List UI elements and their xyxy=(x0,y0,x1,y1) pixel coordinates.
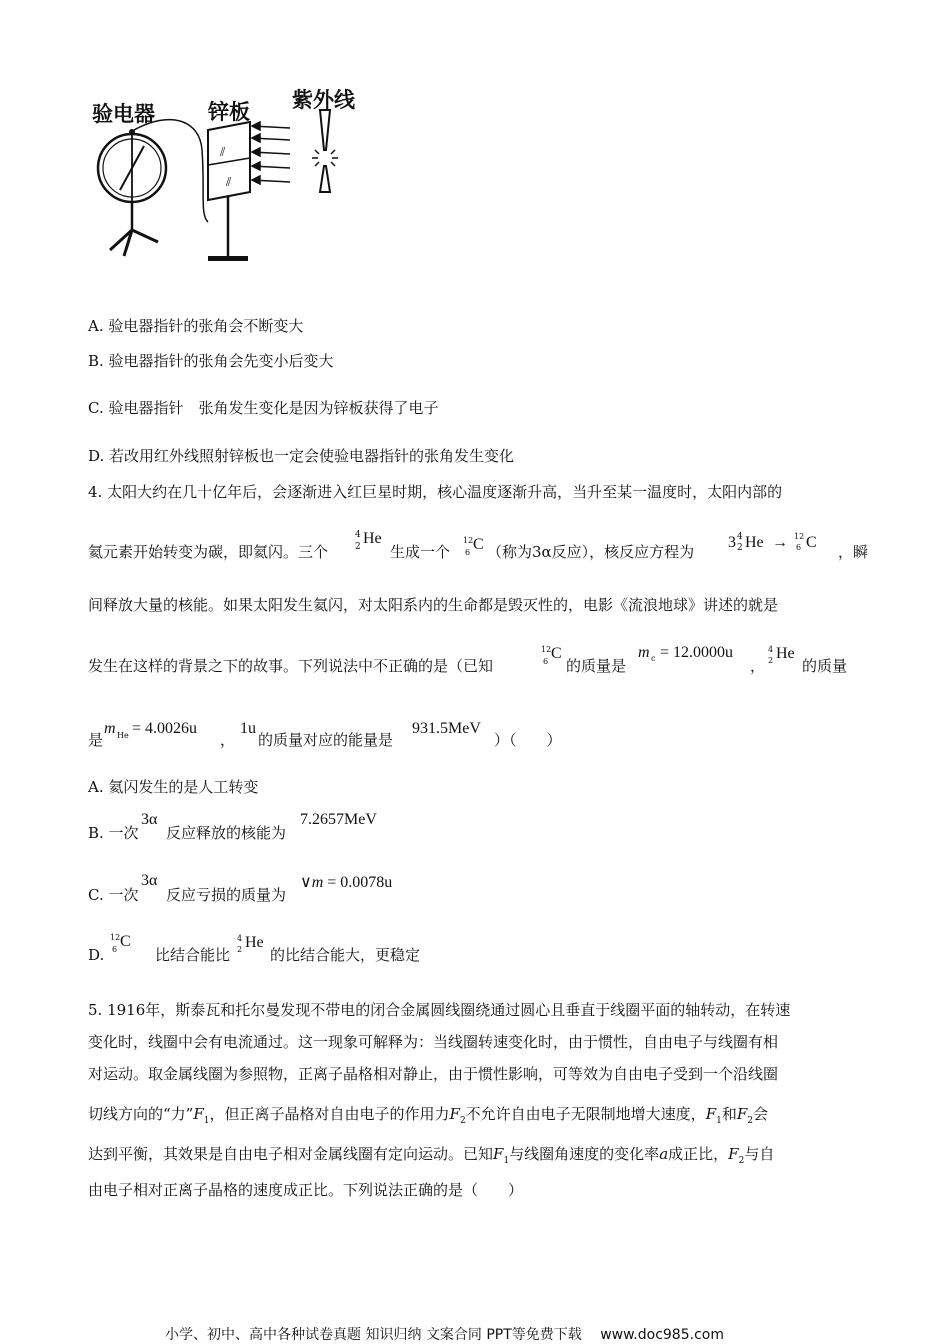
connecting-wire xyxy=(134,120,208,222)
q4-option-a: A. 氦闪发生的是人工转变 xyxy=(88,778,259,796)
q4-option-c-mid: 反应亏损的质量为 xyxy=(166,886,287,904)
electroscope-label: 验电器 xyxy=(92,102,155,126)
q4-option-d-mid: 比结合能比 xyxy=(155,946,231,964)
svg-text:⫽: ⫽ xyxy=(226,175,232,189)
experiment-figure xyxy=(90,80,380,275)
q4-line-4d: 的质量 xyxy=(802,657,848,675)
energy-7: 7.2657MeV xyxy=(300,811,377,828)
q4-line-2d: ，瞬 xyxy=(838,543,869,561)
q4-option-c: C. 一次 xyxy=(88,886,139,904)
q5-line-5: 达到平衡，其效果是自由电子相对金属线圈有定向运动。已知$F_1$与线圈角速度的变化率a成正比，$F_2$与自 xyxy=(88,1145,775,1166)
q4-line-5: 是 xyxy=(88,731,104,749)
q5-line-3: 对运动。取金属线圈为参照物，正离子晶格相对静止，由于惯性影响，可等效为自由电子受到一个沿线圈 xyxy=(88,1065,779,1083)
q4-line-2: 氦元素开始转变为碳，即氦闪。三个 xyxy=(88,543,329,561)
q5-line-1: 5. 1916年，斯泰瓦和托尔曼发现不带电的闭合金属圆线圈绕通过圆心且垂直于线圈平面的轴转动，在转速 xyxy=(88,1001,791,1019)
footer-link[interactable]: 小学、初中、高中各种试卷真题 知识归纳 文案合同 PPT等免费下载 www.doc985.com xyxy=(165,1327,724,1343)
q4-line-1: 4. 太阳大约在几十亿年后，会逐渐进入红巨星时期，核心温度逐渐升高，当升至某一温度时，太阳内部的 xyxy=(88,483,783,501)
q4-option-b-mid: 反应释放的核能为 xyxy=(166,824,287,842)
uv-lamp-top xyxy=(320,110,330,150)
q4-line-2b: 生成一个 xyxy=(390,543,451,561)
svg-text:⫽: ⫽ xyxy=(220,145,226,159)
q4-line-5d: ）（ ） xyxy=(494,731,562,749)
mass-defect: ∨m = 0.0078u xyxy=(300,874,393,891)
q5-line-2: 变化时，线圈中会有电流通过。这一现象可解释为：当线圈转速变化时，由于惯性，自由电子与线圈有相 xyxy=(88,1033,779,1051)
energy-value: 931.5MeV xyxy=(412,720,481,737)
q3-option-b: B. 验电器指针的张角会先变小后变大 xyxy=(88,352,334,370)
q5-line-4: 切线方向的“力$”F_1$，但正离子晶格对自由电子的作用力$F_2$不允许自由电子无限制地增大速度，$F_1$和$F_2$会 xyxy=(88,1105,769,1126)
q3-option-a: A. 验电器指针的张角会不断变大 xyxy=(88,317,304,335)
q3-option-c: C. 验电器指针 张角发生变化是因为锌板获得了电子 xyxy=(88,399,439,417)
q4-line-4c: ， xyxy=(750,657,766,675)
q4-option-d: D. xyxy=(88,946,105,964)
q4-line-4: 发生在这样的背景之下的故事。下列说法中不正确的是（已知 xyxy=(88,657,494,675)
q4-option-b: B. 一次 xyxy=(88,824,139,842)
unit-u: 1u xyxy=(240,720,256,737)
q4-line-5b: ， xyxy=(220,731,236,749)
q4-line-2c: （称为3α反应），核反应方程为 xyxy=(487,543,695,561)
three-alpha-c: 3α xyxy=(141,872,158,889)
uv-label: 紫外线 xyxy=(292,88,355,112)
three-alpha-b: 3α xyxy=(141,811,158,828)
q3-option-d: D. 若改用红外线照射锌板也一定会使验电器指针的张角发生变化 xyxy=(88,447,515,465)
uv-lamp-bottom xyxy=(320,166,330,192)
reaction-equation: 3 4 2 He → 12 6 C xyxy=(728,532,817,553)
zinc-plate-label: 锌板 xyxy=(208,100,250,124)
q5-line-6: 由电子相对正离子晶格的速度成正比。下列说法正确的是（ ） xyxy=(88,1181,524,1199)
q4-line-4b: 的质量是 xyxy=(566,657,627,675)
q4-line-3: 间释放大量的核能。如果太阳发生氦闪，对太阳系内的生命都是毁灭性的，电影《流浪地球》讲述的就是 xyxy=(88,596,779,614)
q4-line-5c: 的质量对应的能量是 xyxy=(258,731,394,749)
q4-option-d-post: 的比结合能大，更稳定 xyxy=(270,946,421,964)
